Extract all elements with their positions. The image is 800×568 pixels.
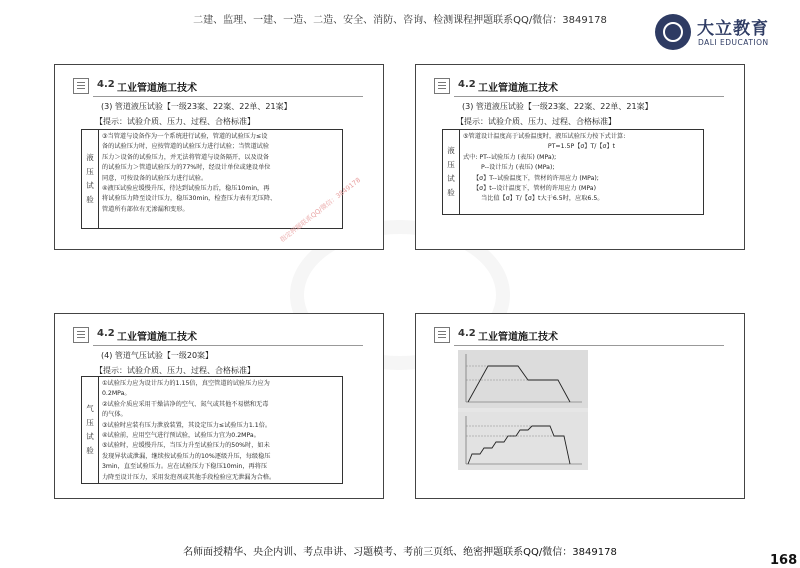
watermark-text: 指定押题联系QQ/微信：3849178 bbox=[278, 175, 363, 244]
slide-subtitle: (4) 管道气压试验【一级20案】 bbox=[101, 351, 214, 360]
footer-contact-text: 名师面授精华、央企内训、考点串讲、习题模考、考前三页纸、绝密押题联系QQ/微信：3849178 bbox=[183, 547, 617, 558]
slide-number: 4.2 bbox=[458, 328, 476, 339]
slide-book-icon bbox=[73, 78, 89, 94]
slide-hint: 【提示：试验介质、压力、过程、合格标准】 bbox=[95, 117, 255, 126]
slide-pressure-curve bbox=[415, 313, 745, 499]
logo-emblem-icon bbox=[655, 14, 691, 50]
slide-book-icon bbox=[434, 327, 450, 343]
title-divider bbox=[454, 345, 724, 346]
pressure-formula: PT=1.5P【σ】T/【σ】t bbox=[547, 143, 616, 151]
slide-subtitle: (3) 管道液压试验【一级23案、22案、22单、21案】 bbox=[462, 102, 653, 111]
slide-book-icon bbox=[73, 327, 89, 343]
slide-title: 工业管道施工技术 bbox=[117, 332, 197, 343]
pressure-curve-diagram bbox=[458, 350, 588, 470]
page-number: 168 bbox=[770, 553, 798, 568]
logo-name: 大立教育 bbox=[697, 19, 769, 39]
slide-number: 4.2 bbox=[97, 328, 115, 339]
content-text: ⑤管道设计温度高于试验温度时，液压试验压力按下式计算: PT=1.5P【σ】T/【σ】t 式中: PT--试验压力 (表压) (MPa); P--设计压力 (表压) (MPa); 【σ】T--试验温度下，管材的许用应力 (MPa); 【σ】t--设计温度下，管材的许用应力 (MPa) 当比值【σ】T/【σ】t大于6.5时，应取6.5。 bbox=[463, 132, 700, 205]
slide-book-icon bbox=[434, 78, 450, 94]
slide-title: 工业管道施工技术 bbox=[117, 83, 197, 94]
slide-hydraulic-test-1 bbox=[54, 64, 384, 250]
content-table bbox=[442, 129, 704, 215]
content-table bbox=[81, 376, 343, 484]
slide-title: 工业管道施工技术 bbox=[478, 332, 558, 343]
content-text: ③当管道与设备作为一个系统进行试验，管道的试验压力≤设 备的试验压力时，应按管道的试验压力进行试验；当管道试验 压力＞设备的试验压力，并无法将管道与设备隔开，以及设备 的试验压力＞管道试验压力的77%时，经设计单位或建设单位 同意，可按设备的试验压力进行试验。 ④液压试验应缓慢升压，待达到试验压力后，稳压10min，再 将试验压力降至设计压力，稳压30min，检查压力表有无压降、 管道所有部位有无渗漏和变形。 bbox=[102, 133, 277, 213]
row-label: 气压试验 bbox=[82, 377, 99, 483]
row-label: 液压试验 bbox=[443, 130, 460, 214]
slide-pneumatic-test bbox=[54, 313, 384, 499]
brand-logo bbox=[655, 8, 790, 54]
slide-title: 工业管道施工技术 bbox=[478, 83, 558, 94]
slide-hint: 【提示：试验介质、压力、过程、合格标准】 bbox=[456, 117, 616, 126]
content-table bbox=[81, 129, 343, 229]
title-divider bbox=[93, 96, 363, 97]
row-label: 液压试验 bbox=[82, 130, 99, 228]
header-contact-text: 二建、监理、一建、一造、二造、安全、消防、咨询、检测课程押题联系QQ/微信：3849178 bbox=[193, 15, 607, 26]
title-divider bbox=[93, 345, 363, 346]
content-text: ①试验压力应为设计压力的1.15倍，真空管道的试验压力应为 0.2MPa。 ②试验介质应采用干燥洁净的空气、氮气或其他不易燃和无毒 的气体。 ③试验时应装有压力泄放装置，其设定压力≤试验压力1.1倍。 ④试验前，应用空气进行预试验，试验压力宜为0.2MPa。 ⑤试验时，应缓慢升压，当压力升至试验压力的50%时，如未 发现异状或泄漏，继续按试验压力的10%逐级升压，每级稳压 3min，直至试验压力。应在试验压力下稳压10min，再将压 力降至设计压力，采用发泡剂或其他手段检验应无泄漏为合格。 bbox=[102, 380, 276, 481]
title-divider bbox=[454, 96, 724, 97]
slide-number: 4.2 bbox=[458, 79, 476, 90]
slide-subtitle: (3) 管道液压试验【一级23案、22案、22单、21案】 bbox=[101, 102, 292, 111]
slide-hint: 【提示：试验介质、压力、过程、合格标准】 bbox=[95, 366, 255, 375]
slide-number: 4.2 bbox=[97, 79, 115, 90]
slide-hydraulic-test-2 bbox=[415, 64, 745, 250]
logo-subtitle: DALI EDUCATION bbox=[698, 38, 769, 47]
